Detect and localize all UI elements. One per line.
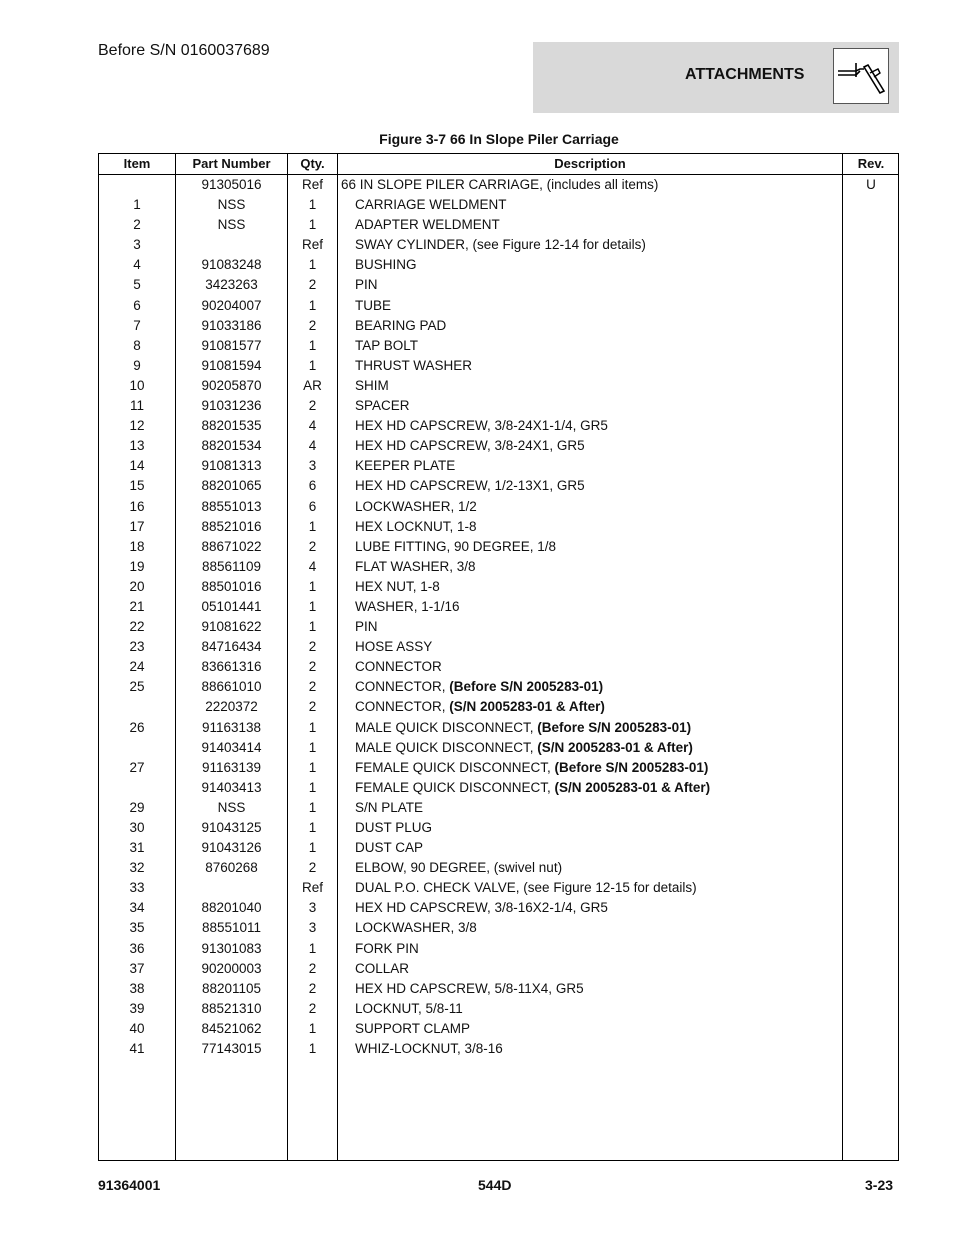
part-number: 84716434 xyxy=(201,639,262,655)
description xyxy=(355,999,855,1019)
description xyxy=(355,778,855,798)
quantity: 2 xyxy=(308,659,317,675)
description-text: HOSE ASSY xyxy=(355,639,433,655)
quantity: 6 xyxy=(308,498,317,514)
serial-note: (S/N 2005283-01 & After) xyxy=(537,739,693,755)
description xyxy=(355,316,855,336)
description-text: DUAL P.O. CHECK VALVE, (see Figure 12-15 for details) xyxy=(355,880,697,896)
quantity: 2 xyxy=(308,1000,317,1016)
item-number: 10 xyxy=(129,377,145,393)
item-number: 3 xyxy=(133,237,141,253)
revision: U xyxy=(866,177,876,192)
description-text: FLAT WASHER, 3/8 xyxy=(355,558,476,574)
part-number: 91081313 xyxy=(201,458,262,474)
quantity: 1 xyxy=(308,297,317,313)
item-number: 2 xyxy=(133,217,141,233)
description xyxy=(355,878,855,898)
description xyxy=(355,577,855,597)
table-row xyxy=(99,456,898,476)
part-number: NSS xyxy=(217,799,246,815)
description xyxy=(355,336,855,356)
table-row xyxy=(99,537,898,557)
item-number: 37 xyxy=(129,960,145,976)
table-row xyxy=(99,878,898,898)
table-row xyxy=(99,1039,898,1059)
table-row xyxy=(99,275,898,295)
part-number: 88521310 xyxy=(201,1000,262,1016)
figure-title: Figure 3-7 66 In Slope Piler Carriage xyxy=(379,131,619,147)
description xyxy=(355,838,855,858)
item-number: 6 xyxy=(133,297,141,313)
item-number: 39 xyxy=(129,1000,145,1016)
description xyxy=(355,517,855,537)
description-text: WHIZ-LOCKNUT, 3/8-16 xyxy=(355,1041,503,1057)
quantity: 3 xyxy=(308,458,317,474)
quantity: 2 xyxy=(308,639,317,655)
quantity: 1 xyxy=(308,337,317,353)
quantity: 4 xyxy=(308,438,317,454)
quantity: 1 xyxy=(308,779,317,795)
quantity: 2 xyxy=(308,277,317,293)
quantity: 1 xyxy=(308,619,317,635)
item-number: 32 xyxy=(129,860,145,876)
serial-note: (Before S/N 2005283-01) xyxy=(449,679,604,695)
table-row xyxy=(99,356,898,376)
item-number: 31 xyxy=(129,840,145,856)
description xyxy=(355,697,855,717)
description xyxy=(355,296,855,316)
part-number: 91403413 xyxy=(201,779,262,795)
table-row xyxy=(99,557,898,577)
description xyxy=(355,255,855,275)
description xyxy=(355,617,855,637)
quantity: 1 xyxy=(308,719,317,735)
item-number: 8 xyxy=(133,337,141,353)
table-row xyxy=(99,497,898,517)
section-title: ATTACHMENTS xyxy=(685,66,805,83)
part-number: 8760268 xyxy=(205,860,258,876)
description-text: MALE QUICK DISCONNECT, xyxy=(355,719,538,735)
part-number: 88201534 xyxy=(201,438,262,454)
description xyxy=(355,456,855,476)
quantity: AR xyxy=(303,377,322,393)
description xyxy=(355,677,855,697)
description-text: BUSHING xyxy=(355,257,417,273)
item-number: 18 xyxy=(129,538,145,554)
table-row xyxy=(99,316,898,336)
table-row xyxy=(99,617,898,637)
item-number: 7 xyxy=(133,317,141,333)
description-text: ADAPTER WELDMENT xyxy=(355,217,500,233)
table-body xyxy=(99,175,898,1059)
description xyxy=(355,195,855,215)
quantity: Ref xyxy=(301,880,323,896)
table-row xyxy=(99,677,898,697)
table-row xyxy=(99,296,898,316)
description-text: MALE QUICK DISCONNECT, xyxy=(355,739,538,755)
description xyxy=(355,798,855,818)
part-number: 91081622 xyxy=(201,619,262,635)
quantity: 1 xyxy=(308,257,317,273)
serial-range: Before S/N 0160037689 xyxy=(98,42,270,59)
description xyxy=(355,1039,855,1059)
table-row xyxy=(99,195,898,215)
quantity: 2 xyxy=(308,980,317,996)
part-number: 91081594 xyxy=(201,357,262,373)
parts-table xyxy=(98,153,899,1161)
quantity: 6 xyxy=(308,478,317,494)
quantity: 1 xyxy=(308,518,317,534)
quantity: 1 xyxy=(308,940,317,956)
part-number: 3423263 xyxy=(205,277,258,293)
table-row xyxy=(99,637,898,657)
quantity: 2 xyxy=(308,699,317,715)
part-number: 88201065 xyxy=(201,478,262,494)
table-row xyxy=(99,798,898,818)
quantity: 1 xyxy=(308,840,317,856)
item-number: 27 xyxy=(129,759,145,775)
description-text: PIN xyxy=(355,277,378,293)
part-number: 88201040 xyxy=(201,900,262,916)
description-text: HEX HD CAPSCREW, 1/2-13X1, GR5 xyxy=(355,478,585,494)
part-number: 91031236 xyxy=(201,398,262,414)
description-text: FEMALE QUICK DISCONNECT, xyxy=(355,779,555,795)
serial-note: (S/N 2005283-01 & After) xyxy=(449,699,605,715)
description-text: TAP BOLT xyxy=(355,337,419,353)
part-number: 2220372 xyxy=(205,699,258,715)
description-text: DUST PLUG xyxy=(355,820,433,835)
section-banner xyxy=(533,42,899,113)
part-number: 91081577 xyxy=(201,337,262,353)
table-row xyxy=(99,657,898,677)
item-number: 12 xyxy=(129,418,145,434)
column-header-description: Description xyxy=(554,156,626,171)
description xyxy=(355,436,855,456)
description-text: CARRIAGE WELDMENT xyxy=(355,197,507,213)
table-row xyxy=(99,718,898,738)
description-text: LOCKWASHER, 1/2 xyxy=(355,498,477,514)
item-number: 13 xyxy=(129,438,145,454)
description-text: COLLAR xyxy=(355,960,410,976)
item-number: 22 xyxy=(129,619,145,635)
serial-note: (Before S/N 2005283-01) xyxy=(537,719,692,735)
description xyxy=(355,959,855,979)
table-row xyxy=(99,597,898,617)
item-number: 11 xyxy=(129,398,144,414)
serial-note: (S/N 2005283-01 & After) xyxy=(554,779,711,795)
table-row xyxy=(99,336,898,356)
part-number: 88501016 xyxy=(201,578,262,594)
quantity: 1 xyxy=(308,217,317,233)
item-number: 29 xyxy=(129,799,145,815)
table-row xyxy=(99,436,898,456)
description xyxy=(355,818,855,838)
quantity: 1 xyxy=(308,578,317,594)
item-number: 19 xyxy=(129,558,145,574)
item-number: 9 xyxy=(133,357,141,373)
description-text: S/N PLATE xyxy=(355,799,424,815)
part-number: 91301083 xyxy=(201,940,262,956)
table-row xyxy=(99,577,898,597)
item-number: 1 xyxy=(133,197,141,213)
part-number: 88551013 xyxy=(201,498,262,514)
part-number: 88561109 xyxy=(201,558,262,574)
description xyxy=(355,497,855,517)
item-number: 14 xyxy=(129,458,145,474)
item-number: 35 xyxy=(129,920,145,936)
part-number: 91163138 xyxy=(201,719,262,735)
description-text: THRUST WASHER xyxy=(355,357,473,373)
item-number: 21 xyxy=(129,598,145,614)
quantity: 1 xyxy=(308,197,317,213)
description xyxy=(355,275,855,295)
quantity: 1 xyxy=(308,357,317,373)
footer-model: 544D xyxy=(478,1177,512,1193)
description-text: SHIM xyxy=(355,377,389,393)
part-number: 84521062 xyxy=(201,1020,262,1036)
description-text: CONNECTOR xyxy=(355,659,442,675)
table-row xyxy=(99,738,898,758)
item-number: 20 xyxy=(129,578,145,594)
description xyxy=(355,376,855,396)
column-header-part-number: Part Number xyxy=(192,156,271,171)
quantity: 2 xyxy=(308,860,317,876)
description xyxy=(355,396,855,416)
part-number: 88201535 xyxy=(201,418,262,434)
quantity: 1 xyxy=(308,1020,317,1036)
item-number: 5 xyxy=(133,277,141,293)
table-row xyxy=(99,959,898,979)
description xyxy=(355,476,855,496)
part-number: 91403414 xyxy=(201,739,262,755)
description-text: HEX HD CAPSCREW, 5/8-11X4, GR5 xyxy=(355,980,584,996)
table-row xyxy=(99,235,898,255)
part-number: 91305016 xyxy=(201,177,262,192)
table-row xyxy=(99,396,898,416)
quantity: 2 xyxy=(308,317,317,333)
item-number: 26 xyxy=(129,719,145,735)
part-number: NSS xyxy=(217,197,246,213)
table-row xyxy=(99,778,898,798)
description xyxy=(355,738,855,758)
part-number: NSS xyxy=(217,217,246,233)
description xyxy=(355,758,855,778)
item-number: 30 xyxy=(129,820,145,835)
item-number: 17 xyxy=(129,518,145,534)
description xyxy=(355,898,855,918)
item-number: 34 xyxy=(129,900,145,916)
column-header-item: Item xyxy=(123,156,151,171)
item-number: 40 xyxy=(129,1020,145,1036)
description-text: HEX NUT, 1-8 xyxy=(355,578,440,594)
table-row xyxy=(99,416,898,436)
description-text: BEARING PAD xyxy=(355,317,447,333)
part-number: 91043126 xyxy=(201,840,262,856)
table-row xyxy=(99,898,898,918)
quantity: 1 xyxy=(308,1041,317,1057)
item-number: 16 xyxy=(129,498,145,514)
table-row xyxy=(99,858,898,878)
description xyxy=(355,537,855,557)
quantity: Ref xyxy=(301,237,323,253)
quantity: 1 xyxy=(308,739,317,755)
table-row xyxy=(99,979,898,999)
description xyxy=(355,557,855,577)
quantity: 2 xyxy=(308,679,317,695)
quantity: 2 xyxy=(308,538,317,554)
quantity: 1 xyxy=(308,799,317,815)
description-text: DUST CAP xyxy=(355,840,424,856)
quantity: 4 xyxy=(308,558,317,574)
part-number: 88661010 xyxy=(201,679,262,695)
quantity: 4 xyxy=(308,418,317,434)
quantity: 1 xyxy=(308,820,317,835)
part-number: 91083248 xyxy=(201,257,262,273)
quantity: 2 xyxy=(308,398,317,414)
part-number: 91043125 xyxy=(201,820,262,835)
part-number: 88201105 xyxy=(201,980,262,996)
table-row xyxy=(99,939,898,959)
table-row xyxy=(99,255,898,275)
table-row xyxy=(99,175,898,195)
part-number: 05101441 xyxy=(201,598,262,614)
description-text: FEMALE QUICK DISCONNECT, xyxy=(355,759,555,775)
description-text: 66 IN SLOPE PILER CARRIAGE, (includes all items) xyxy=(341,177,659,192)
description-text: ELBOW, 90 DEGREE, (swivel nut) xyxy=(355,860,563,876)
attachment-tool-icon xyxy=(833,48,889,104)
description xyxy=(355,356,855,376)
description-text: HEX LOCKNUT, 1-8 xyxy=(355,518,477,534)
description-text: WASHER, 1-1/16 xyxy=(355,598,460,614)
part-number: 88521016 xyxy=(201,518,262,534)
description-text: SPACER xyxy=(355,398,410,414)
part-number: 77143015 xyxy=(201,1041,262,1057)
part-number: 90200003 xyxy=(201,960,262,976)
description xyxy=(355,416,855,436)
quantity: 1 xyxy=(308,759,317,775)
description-text: PIN xyxy=(355,619,378,635)
description xyxy=(355,918,855,938)
quantity: 2 xyxy=(308,960,317,976)
description-text: HEX HD CAPSCREW, 3/8-24X1, GR5 xyxy=(355,438,585,454)
description xyxy=(355,979,855,999)
part-number: 90204007 xyxy=(201,297,262,313)
part-number: 91033186 xyxy=(201,317,262,333)
quantity: 3 xyxy=(308,920,317,936)
description xyxy=(355,939,855,959)
item-number: 36 xyxy=(129,940,145,956)
part-number: 88671022 xyxy=(201,538,262,554)
table-row xyxy=(99,999,898,1019)
table-row xyxy=(99,818,898,838)
item-number: 23 xyxy=(129,639,145,655)
quantity: 1 xyxy=(308,598,317,614)
part-number: 83661316 xyxy=(201,659,262,675)
table-row xyxy=(99,215,898,235)
description xyxy=(355,597,855,617)
description-text: SUPPORT CLAMP xyxy=(355,1020,471,1036)
part-number: 91163139 xyxy=(201,759,262,775)
description xyxy=(355,1019,855,1039)
part-number: 90205870 xyxy=(201,377,262,393)
table-row xyxy=(99,517,898,537)
description-text: TUBE xyxy=(355,297,392,313)
description xyxy=(355,637,855,657)
description-text: CONNECTOR, xyxy=(355,699,450,715)
item-number: 38 xyxy=(129,980,145,996)
serial-note: (Before S/N 2005283-01) xyxy=(554,759,709,775)
table-row xyxy=(99,758,898,778)
description-text: FORK PIN xyxy=(355,940,419,956)
description-text: LOCKNUT, 5/8-11 xyxy=(355,1000,463,1016)
description-text: LOCKWASHER, 3/8 xyxy=(355,920,477,936)
item-number: 41 xyxy=(129,1041,145,1057)
description xyxy=(355,235,855,255)
table-row xyxy=(99,918,898,938)
description xyxy=(355,657,855,677)
description xyxy=(355,215,855,235)
item-number: 24 xyxy=(129,659,145,675)
item-number: 25 xyxy=(129,679,145,695)
description-text: SWAY CYLINDER, (see Figure 12-14 for details) xyxy=(355,237,646,253)
table-row xyxy=(99,697,898,717)
description-text: CONNECTOR, xyxy=(355,679,450,695)
column-header-qty: Qty. xyxy=(300,156,325,171)
description-text: LUBE FITTING, 90 DEGREE, 1/8 xyxy=(355,538,557,554)
footer-doc-number: 91364001 xyxy=(98,1177,161,1193)
table-row xyxy=(99,476,898,496)
description-text: HEX HD CAPSCREW, 3/8-16X2-1/4, GR5 xyxy=(355,900,608,916)
description xyxy=(355,718,855,738)
item-number: 15 xyxy=(129,478,145,494)
column-header-rev: Rev. xyxy=(857,156,885,171)
description-text: HEX HD CAPSCREW, 3/8-24X1-1/4, GR5 xyxy=(355,418,608,434)
description xyxy=(355,858,855,878)
table-row xyxy=(99,376,898,396)
table-row xyxy=(99,1019,898,1039)
item-number: 4 xyxy=(133,257,141,273)
item-number: 33 xyxy=(129,880,145,896)
quantity: 3 xyxy=(308,900,317,916)
table-row xyxy=(99,838,898,858)
description xyxy=(341,175,841,195)
quantity: Ref xyxy=(301,177,323,192)
description-text: KEEPER PLATE xyxy=(355,458,456,474)
footer-page-number: 3-23 xyxy=(865,1177,894,1193)
part-number: 88551011 xyxy=(201,920,262,936)
